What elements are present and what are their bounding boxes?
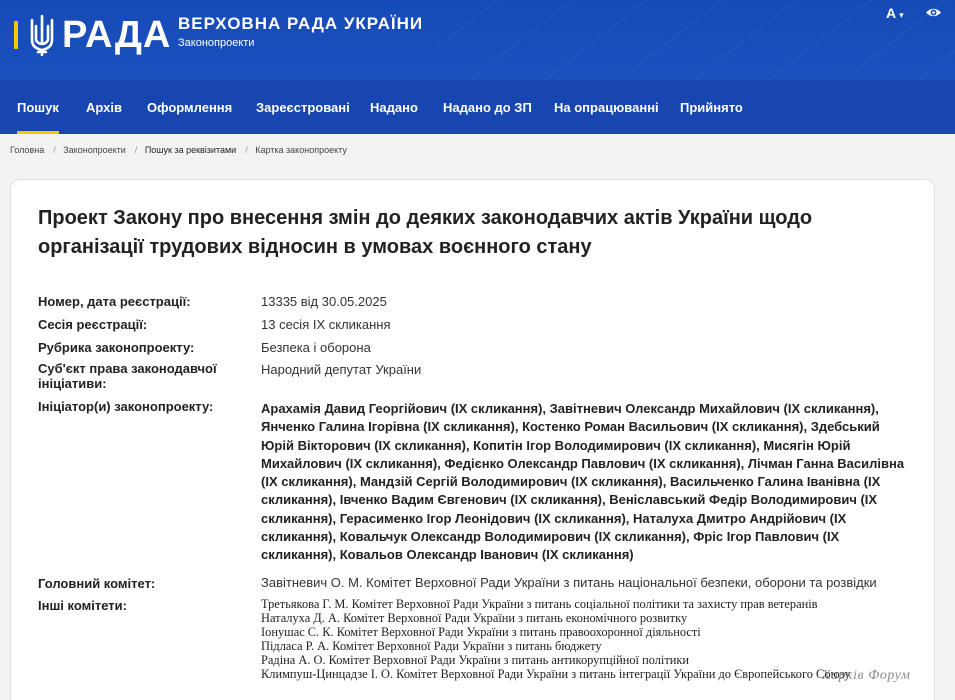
site-title[interactable]: ВЕРХОВНА РАДА УКРАЇНИ — [178, 14, 424, 33]
breadcrumb-search[interactable]: Пошук за реквізитами — [144, 145, 237, 155]
other-committee-item: Наталуха Д. А. Комітет Верховної Ради України з питань економічного розвитку — [261, 611, 688, 625]
nav-item-adopted[interactable]: Прийнято — [680, 100, 743, 115]
header-decoration — [435, 0, 955, 80]
logo-flag-stripe — [14, 21, 18, 49]
chevron-down-icon: ▾ — [899, 10, 904, 20]
eye-icon[interactable] — [925, 6, 942, 19]
other-committee-item: Радіна А. О. Комітет Верховної Ради України з питань антикорупційної політики — [261, 653, 690, 667]
subject-value: Народний депутат України — [261, 362, 422, 377]
font-size-control[interactable] — [886, 5, 904, 21]
breadcrumb-current: Картка законопроекту — [255, 145, 347, 155]
main-committee-value: Завітневич О. М. Комітет Верховної Ради України з питань національної безпеки, оборони та розвідки — [261, 575, 877, 590]
other-committee-item: Підласа Р. А. Комітет Верховної Ради України з питань бюджету — [261, 639, 602, 653]
nav-item-search[interactable]: Пошук — [17, 80, 59, 134]
initiators-value[interactable]: Арахамія Давид Георгійович (IX скликання), Завітневич Олександр Михайлович (IX скликання), Янченко Галина Ігорівна (IX скликання), Костенко Роман Васильович (IX скликання), Здебський Юрій Вікторович (IX скликання), Копитін Ігор Володимирович (IX скликання), Мисягін Юрій Михайлович (IX скликання), Федієнко Олександр Павлович (IX скликання), Лічман Ганна Василівна (IX скликання), Мандзій Сергій Володимирович (IX скликання), Васильченко Галина Іванівна (IX скликання), Івченко Вадим Євгенович (IX скликання), Веніславський Федір Володимирович (IX скликання), Герасименко Ігор Леонідович (IX скликання), Наталуха Дмитро Андрійович (IX скликання), Ковальчук Олександр Володимирович (IX скликання), Фріс Ігор Павлович (IX скликання), Ковальов Олександр Іванович (IX скликання) — [261, 401, 905, 563]
rubric-label: Рубрика законопроекту: — [38, 340, 195, 355]
other-committee-item: Іонушас С. К. Комітет Верховної Ради України з питань правоохоронної діяльності — [261, 625, 701, 639]
bill-title: Проект Закону про внесення змін до деяких законодавчих актів України щодо організації трудових відносин в умовах воєнного стану — [38, 207, 813, 258]
nav-item-processing[interactable]: На опрацюванні — [554, 100, 659, 115]
other-committees-label: Інші комітети: — [38, 598, 127, 613]
nav-item-submitted[interactable]: Надано — [370, 100, 418, 115]
breadcrumb: Головна / Законопроекти / Пошук за реквізитами / Картка законопроекту — [10, 145, 347, 155]
trident-icon[interactable] — [26, 14, 58, 56]
rubric-value: Безпека і оборона — [261, 340, 371, 355]
subject-label: Суб'єкт права законодавчої ініціативи: — [38, 361, 217, 391]
site-subtitle[interactable]: Законопроекти — [178, 37, 255, 49]
breadcrumb-home[interactable]: Головна — [10, 145, 45, 155]
nav-item-archive[interactable]: Архів — [86, 100, 122, 115]
nav-item-submitted-zp[interactable]: Надано до ЗП — [443, 100, 532, 115]
session-label: Сесія реєстрації: — [38, 317, 148, 332]
watermark: Харків Форум — [822, 668, 911, 683]
main-nav — [0, 80, 955, 134]
registration-label: Номер, дата реєстрації: — [38, 294, 191, 309]
main-committee-label: Головний комітет: — [38, 576, 156, 591]
other-committee-item: Климпуш-Цинцадзе І. О. Комітет Верховної Ради України з питань інтеграції України до Європейського Союзу — [261, 667, 851, 681]
session-value: 13 сесія IX скликання — [261, 317, 391, 332]
initiators-label: Ініціатор(и) законопроекту: — [38, 399, 214, 414]
nav-item-formatting[interactable]: Оформлення — [147, 100, 233, 115]
other-committee-item: Третьякова Г. М. Комітет Верховної Ради України з питань соціальної політики та захисту прав ветеранів — [261, 597, 818, 611]
font-size-label: A — [886, 5, 897, 21]
breadcrumb-bills[interactable]: Законопроекти — [63, 145, 126, 155]
logo-text[interactable]: РАДА — [62, 14, 172, 56]
nav-item-registered[interactable]: Зареєстровані — [256, 100, 350, 115]
registration-value: 13335 від 30.05.2025 — [261, 294, 387, 309]
